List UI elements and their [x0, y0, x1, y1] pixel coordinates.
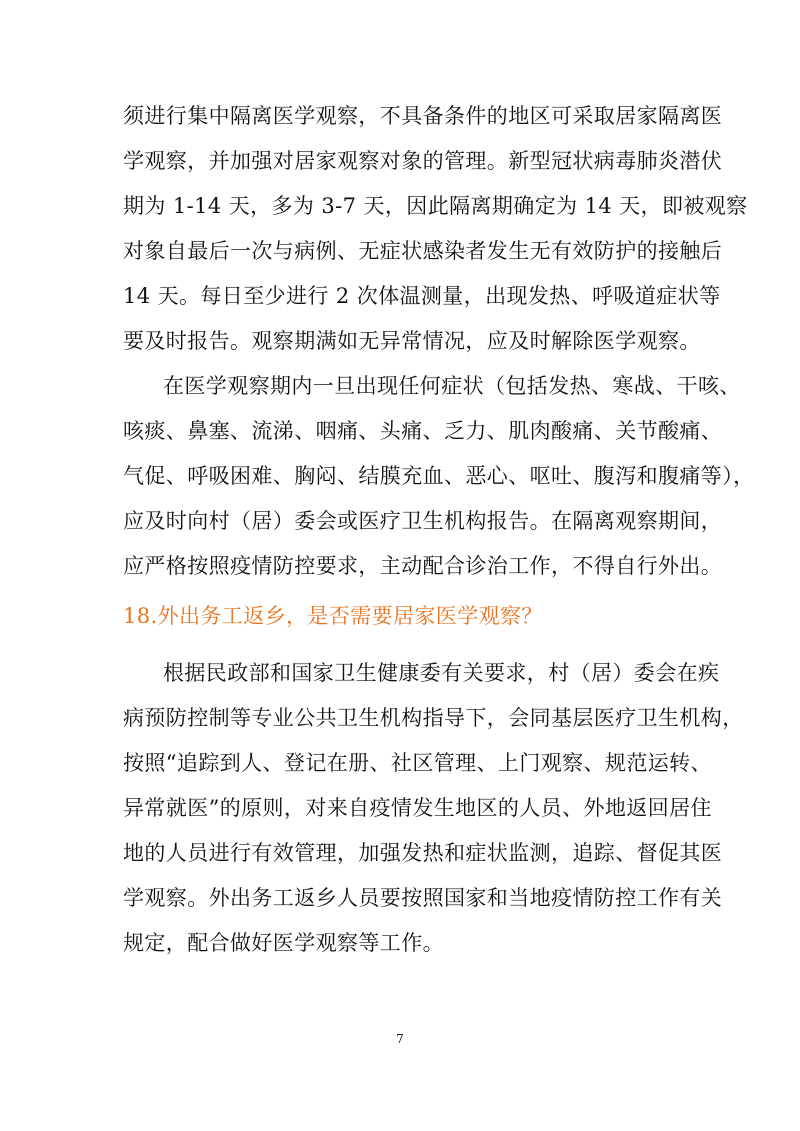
paragraph-line: 须进行集中隔离医学观察，不具备条件的地区可采取居家隔离医	[123, 104, 723, 128]
paragraph-line: 规定，配合做好医学观察等工作。	[123, 931, 444, 955]
paragraph-line: 学观察。外出务工返乡人员要按照国家和当地疫情防控工作有关	[123, 886, 723, 910]
paragraph-line: 异常就医”的原则，对来自疫情发生地区的人员、外地返回居住	[123, 796, 712, 820]
section-heading: 18.外出务工返乡，是否需要居家医学观察？	[123, 604, 543, 628]
paragraph-line: 按照“追踪到人、登记在册、社区管理、上门观察、规范运转、	[123, 751, 712, 775]
paragraph-line: 地的人员进行有效管理，加强发热和症状监测，追踪、督促其医	[123, 841, 723, 865]
paragraph-line: 期为 1-14 天，多为 3-7 天，因此隔离期确定为 14 天，即被观察	[123, 194, 748, 218]
paragraph-line: 对象自最后一次与病例、无症状感染者发生无有效防护的接触后	[123, 239, 723, 263]
paragraph-line: 应及时向村（居）委会或医疗卫生机构报告。在隔离观察期间，	[123, 509, 723, 533]
paragraph-line: 要及时报告。观察期满如无异常情况，应及时解除医学观察。	[123, 329, 701, 353]
paragraph-line: 14 天。每日至少进行 2 次体温测量，出现发热、呼吸道症状等	[123, 284, 721, 308]
paragraph-line: 在医学观察期内一旦出现任何症状（包括发热、寒战、干咳、	[163, 374, 741, 398]
paragraph-line: 学观察，并加强对居家观察对象的管理。新型冠状病毒肺炎潜伏	[123, 149, 723, 173]
paragraph-line: 根据民政部和国家卫生健康委有关要求，村（居）委会在疾	[163, 661, 720, 685]
paragraph-line: 病预防控制等专业公共卫生机构指导下，会同基层医疗卫生机构，	[123, 706, 744, 730]
paragraph-line: 应严格按照疫情防控要求，主动配合诊治工作，不得自行外出。	[123, 554, 723, 578]
paragraph-line: 气促、呼吸困难、胸闷、结膜充血、恶心、呕吐、腹泻和腹痛等），	[123, 464, 755, 488]
page-number: 7	[396, 1032, 404, 1046]
paragraph-line: 咳痰、鼻塞、流涕、咽痛、头痛、乏力、肌肉酸痛、关节酸痛、	[123, 419, 723, 443]
